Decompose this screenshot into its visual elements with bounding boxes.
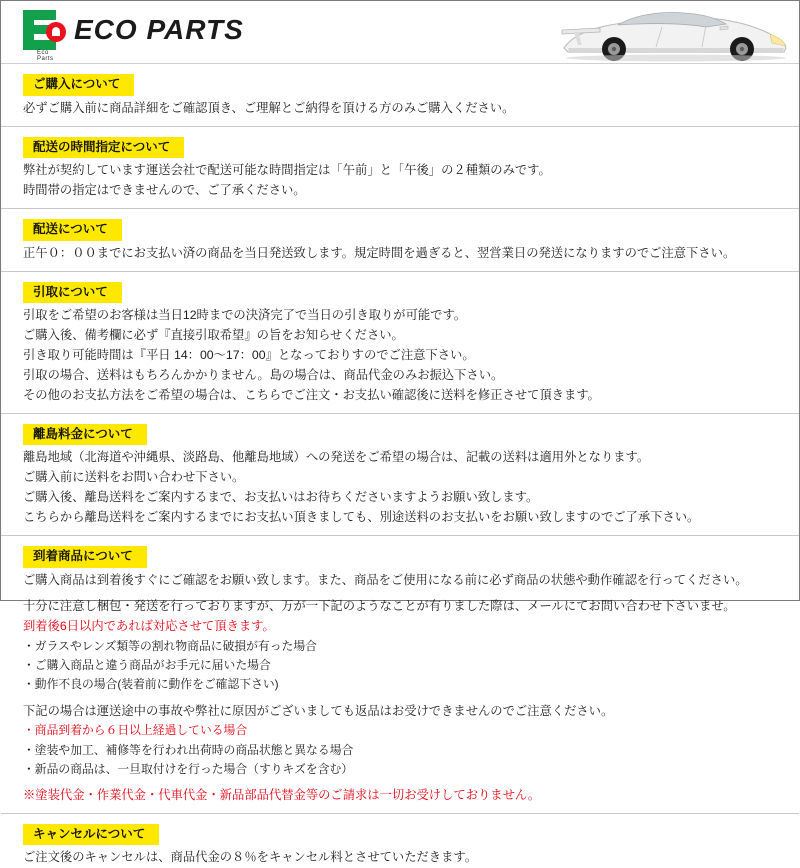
page-header bbox=[1, 1, 799, 64]
body-text: ご購入後、備考欄に必ず『直接引取希望』の旨をお知らせください。 bbox=[23, 328, 404, 343]
body-text: 引き取り可能時間は『平日 14：00〜17：00』となっておりすのでご注意下さい。 bbox=[23, 347, 475, 362]
body-text: こちらから離島送料をご案内するまでにお支払い頂きましても、別途送料のお支払いをお願い致しますのでご了承下さい。 bbox=[23, 510, 700, 524]
section-divider bbox=[1, 208, 799, 209]
brand-name: ECO PARTS bbox=[74, 14, 244, 45]
notice-section bbox=[1, 420, 799, 528]
notice-sections bbox=[1, 64, 799, 868]
section-body bbox=[1, 306, 799, 406]
section-heading: 配送について bbox=[23, 219, 122, 241]
alert-text: ※塗装代金・作業代金・代車代金・新品部品代替金等のご請求は一切お受けしておりません。 bbox=[23, 787, 541, 802]
alert-text: ・商品到着から６日以上経過している場合 bbox=[23, 723, 248, 738]
body-text: ・塗装や加工、補修等を行われ出荷時の商品状態と異なる場合 bbox=[23, 742, 354, 757]
body-text: ・ガラスやレンズ類等の割れ物商品に破損が有った場合 bbox=[23, 639, 317, 654]
section-body bbox=[1, 571, 799, 806]
spacer bbox=[23, 590, 781, 597]
body-text: 離島地域（北海道や沖縄県、淡路島、他離島地域）への発送をご希望の場合は、記載の送料は適用外となります。 bbox=[23, 450, 650, 465]
alert-text: 到着後6日以内であれば対応させて頂きます。 bbox=[23, 619, 275, 634]
section-body bbox=[1, 99, 799, 119]
notice-section bbox=[1, 215, 799, 264]
spacer bbox=[23, 695, 781, 702]
section-body bbox=[1, 448, 799, 528]
section-body bbox=[1, 848, 799, 868]
eco-parts-logo-icon bbox=[23, 10, 67, 62]
body-text: 正午０：００までにお支払い済の商品を当日発送致します。規定時間を過ぎると、翌営業日の発送になりますのでご注意下さい。 bbox=[23, 245, 736, 260]
body-text: ご注文後のキャンセルは、商品代金の８％をキャンセル料とさせていただきます。 bbox=[23, 850, 478, 865]
section-heading: 引取について bbox=[23, 282, 122, 304]
sports-car-illustration bbox=[556, 3, 791, 61]
section-heading: キャンセルについて bbox=[23, 824, 159, 846]
body-text: 弊社が契約しています運送会社で配送可能な時間指定は「午前」と「午後」の２種類のみです。 bbox=[23, 163, 551, 178]
section-heading: 配送の時間指定について bbox=[23, 137, 184, 159]
body-text: ・新品の商品は、一旦取付けを行った場合（すりキズを含む） bbox=[23, 761, 354, 776]
body-text: ご購入後、離島送料をご案内するまで、お支払いはお待ちくださいますようお願い致します。 bbox=[23, 490, 539, 505]
section-body bbox=[1, 244, 799, 264]
section-body bbox=[1, 161, 799, 201]
section-divider bbox=[1, 126, 799, 127]
body-text: 引取の場合、送料はもちろんかかりません。島の場合は、商品代金のみお振込下さい。 bbox=[23, 367, 504, 382]
section-heading: 到着商品について bbox=[23, 546, 147, 568]
section-divider bbox=[1, 413, 799, 414]
notice-section bbox=[1, 542, 799, 806]
body-text: 十分に注意し梱包・発送を行っておりますが、万が一下記のようなことが有りました際は、メールにてお問い合わせ下さいませ。 bbox=[23, 599, 736, 614]
body-text: ご購入前に送料をお問い合わせ下さい。 bbox=[23, 470, 245, 485]
spacer bbox=[23, 779, 781, 786]
section-divider bbox=[1, 271, 799, 272]
body-text: ・動作不良の場合(装着前に動作をご確認下さい) bbox=[23, 677, 279, 692]
section-heading: 離島料金について bbox=[23, 424, 147, 446]
body-text: ご購入商品は到着後すぐにご確認をお願い致します。また、商品をご使用になる前に必ず商品の状態や動作確認を行ってください。 bbox=[23, 572, 748, 587]
brand-logo bbox=[23, 10, 244, 62]
logo-subtext: Eco Parts bbox=[37, 50, 54, 62]
notice-section bbox=[1, 70, 799, 119]
section-divider bbox=[1, 813, 799, 814]
body-text: その他のお支払方法をご希望の場合は、こちらでご注文・お支払い確認後に送料を修正させて頂きます。 bbox=[23, 387, 600, 402]
body-text: 時間帯の指定はできませんので、ご了承ください。 bbox=[23, 183, 306, 198]
body-text: 引取をご希望のお客様は当日12時までの決済完了で当日の引き取りが可能です。 bbox=[23, 308, 467, 323]
section-divider bbox=[1, 535, 799, 536]
notice-section bbox=[1, 133, 799, 201]
body-text: ・ご購入商品と違う商品がお手元に届いた場合 bbox=[23, 658, 271, 673]
body-text: 必ずご購入前に商品詳細をご確認頂き、ご理解とご納得を頂ける方のみご購入ください。 bbox=[23, 100, 515, 115]
body-text: 下記の場合は運送途中の事故や弊社に原因がございましても返品はお受けできませんのでご注意ください。 bbox=[23, 703, 614, 718]
notice-section bbox=[1, 820, 799, 868]
notice-section bbox=[1, 278, 799, 406]
section-heading: ご購入について bbox=[23, 74, 134, 96]
